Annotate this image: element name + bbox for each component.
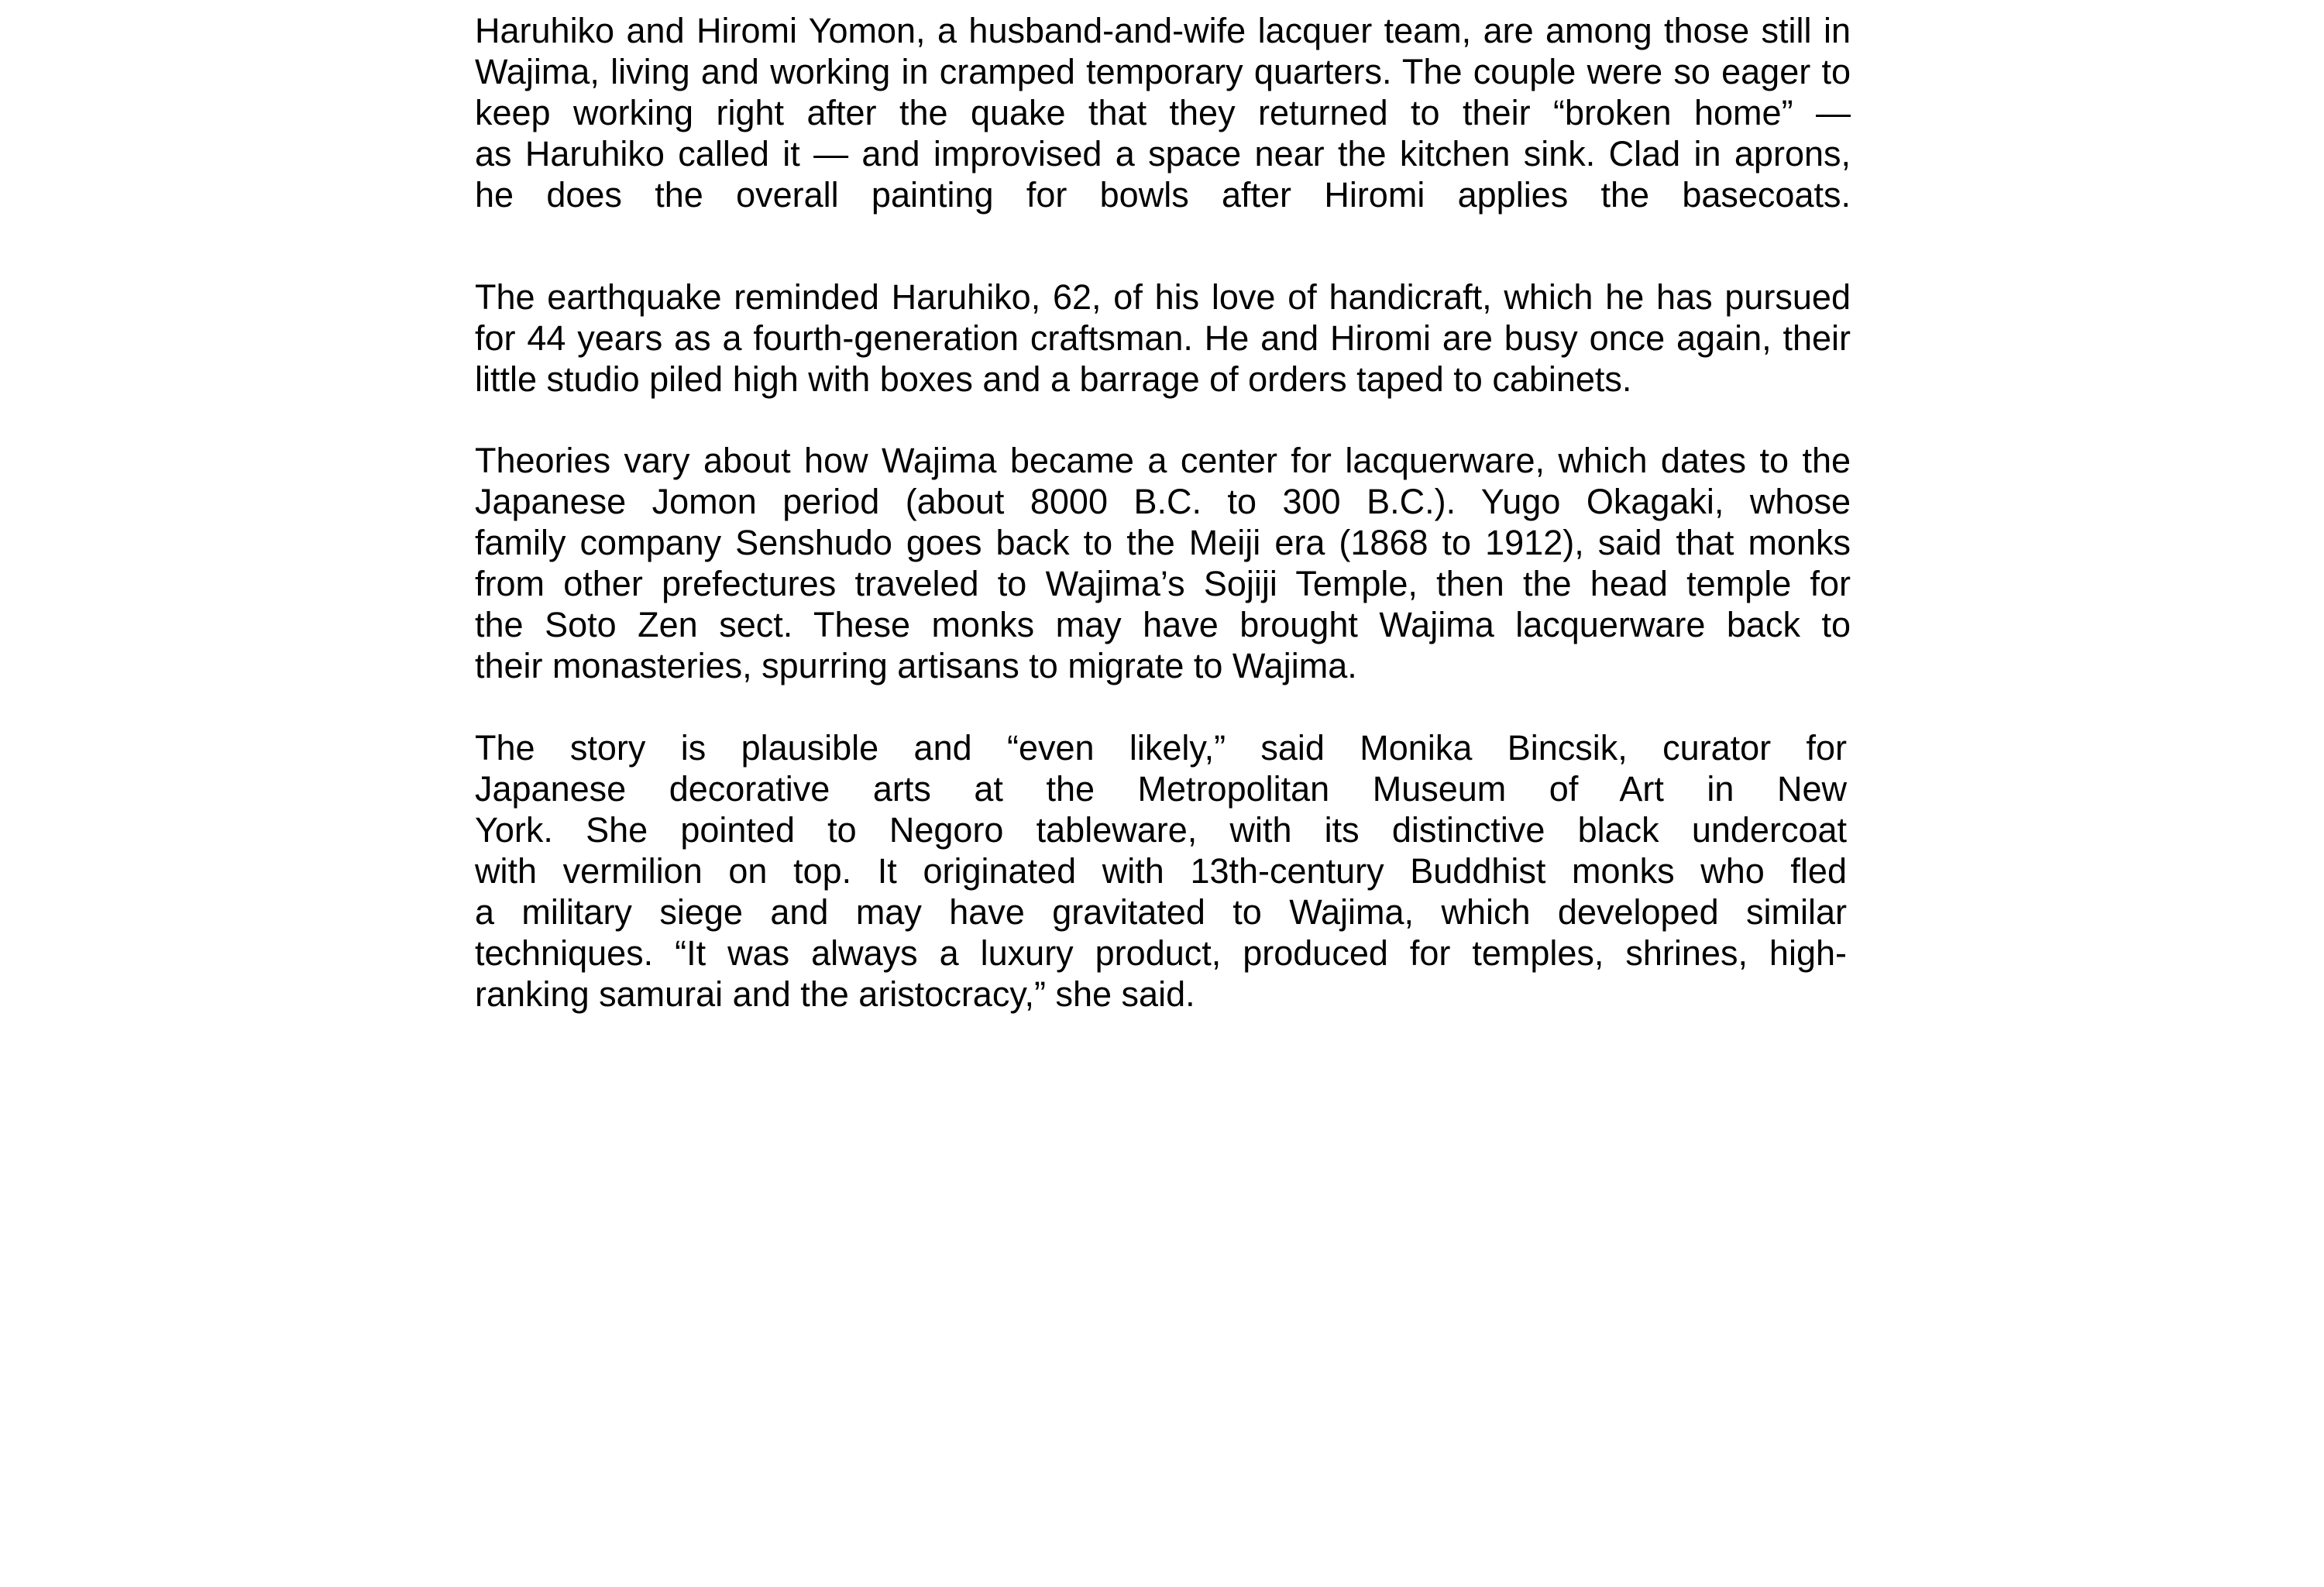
document-page xyxy=(475,0,2324,1587)
text-line: as Haruhiko called it — and improvised a space near the kitchen sink. Clad in aprons, xyxy=(475,134,1851,173)
text-line: Japanese decorative arts at the Metropolitan Museum of Art in New xyxy=(475,769,1847,809)
text-line: Japanese Jomon period (about 8000 B.C. to 300 B.C.). Yugo Okagaki, whose xyxy=(475,482,1851,521)
paragraph-3 xyxy=(475,440,1851,686)
text-line: ranking samurai and the aristocracy,” she said. xyxy=(475,974,1195,1014)
text-line: for 44 years as a fourth-generation craftsman. He and Hiromi are busy once again, their xyxy=(475,318,1851,358)
paragraph-2 xyxy=(475,277,1851,400)
text-line: techniques. “It was always a luxury product, produced for temples, shrines, high- xyxy=(475,933,1847,973)
text-line: with vermilion on top. It originated with 13th-century Buddhist monks who fled xyxy=(475,851,1847,891)
text-line: a military siege and may have gravitated to Wajima, which developed similar xyxy=(475,892,1847,932)
text-line: The earthquake reminded Haruhiko, 62, of his love of handicraft, which he has pursued xyxy=(475,277,1851,317)
paragraph-4 xyxy=(475,727,1847,1015)
text-line: little studio piled high with boxes and a barrage of orders taped to cabinets. xyxy=(475,359,1632,399)
text-line: from other prefectures traveled to Wajima’s Sojiji Temple, then the head temple for xyxy=(475,564,1851,603)
text-line: York. She pointed to Negoro tableware, with its distinctive black undercoat xyxy=(475,810,1847,850)
text-line: the Soto Zen sect. These monks may have brought Wajima lacquerware back to xyxy=(475,605,1851,644)
text-line: Theories vary about how Wajima became a center for lacquerware, which dates to the xyxy=(475,441,1851,480)
paragraph-1 xyxy=(475,10,1851,215)
text-line: family company Senshudo goes back to the Meiji era (1868 to 1912), said that monks xyxy=(475,523,1851,562)
text-line: The story is plausible and “even likely,” said Monika Bincsik, curator for xyxy=(475,728,1847,768)
text-line: keep working right after the quake that they returned to their “broken home” — xyxy=(475,93,1851,132)
text-line: he does the overall painting for bowls after Hiromi applies the basecoats. xyxy=(475,175,1851,215)
text-line: Haruhiko and Hiromi Yomon, a husband-and-wife lacquer team, are among those still in xyxy=(475,11,1851,50)
text-line: Wajima, living and working in cramped temporary quarters. The couple were so eager to xyxy=(475,52,1851,91)
text-line: their monasteries, spurring artisans to migrate to Wajima. xyxy=(475,646,1357,685)
